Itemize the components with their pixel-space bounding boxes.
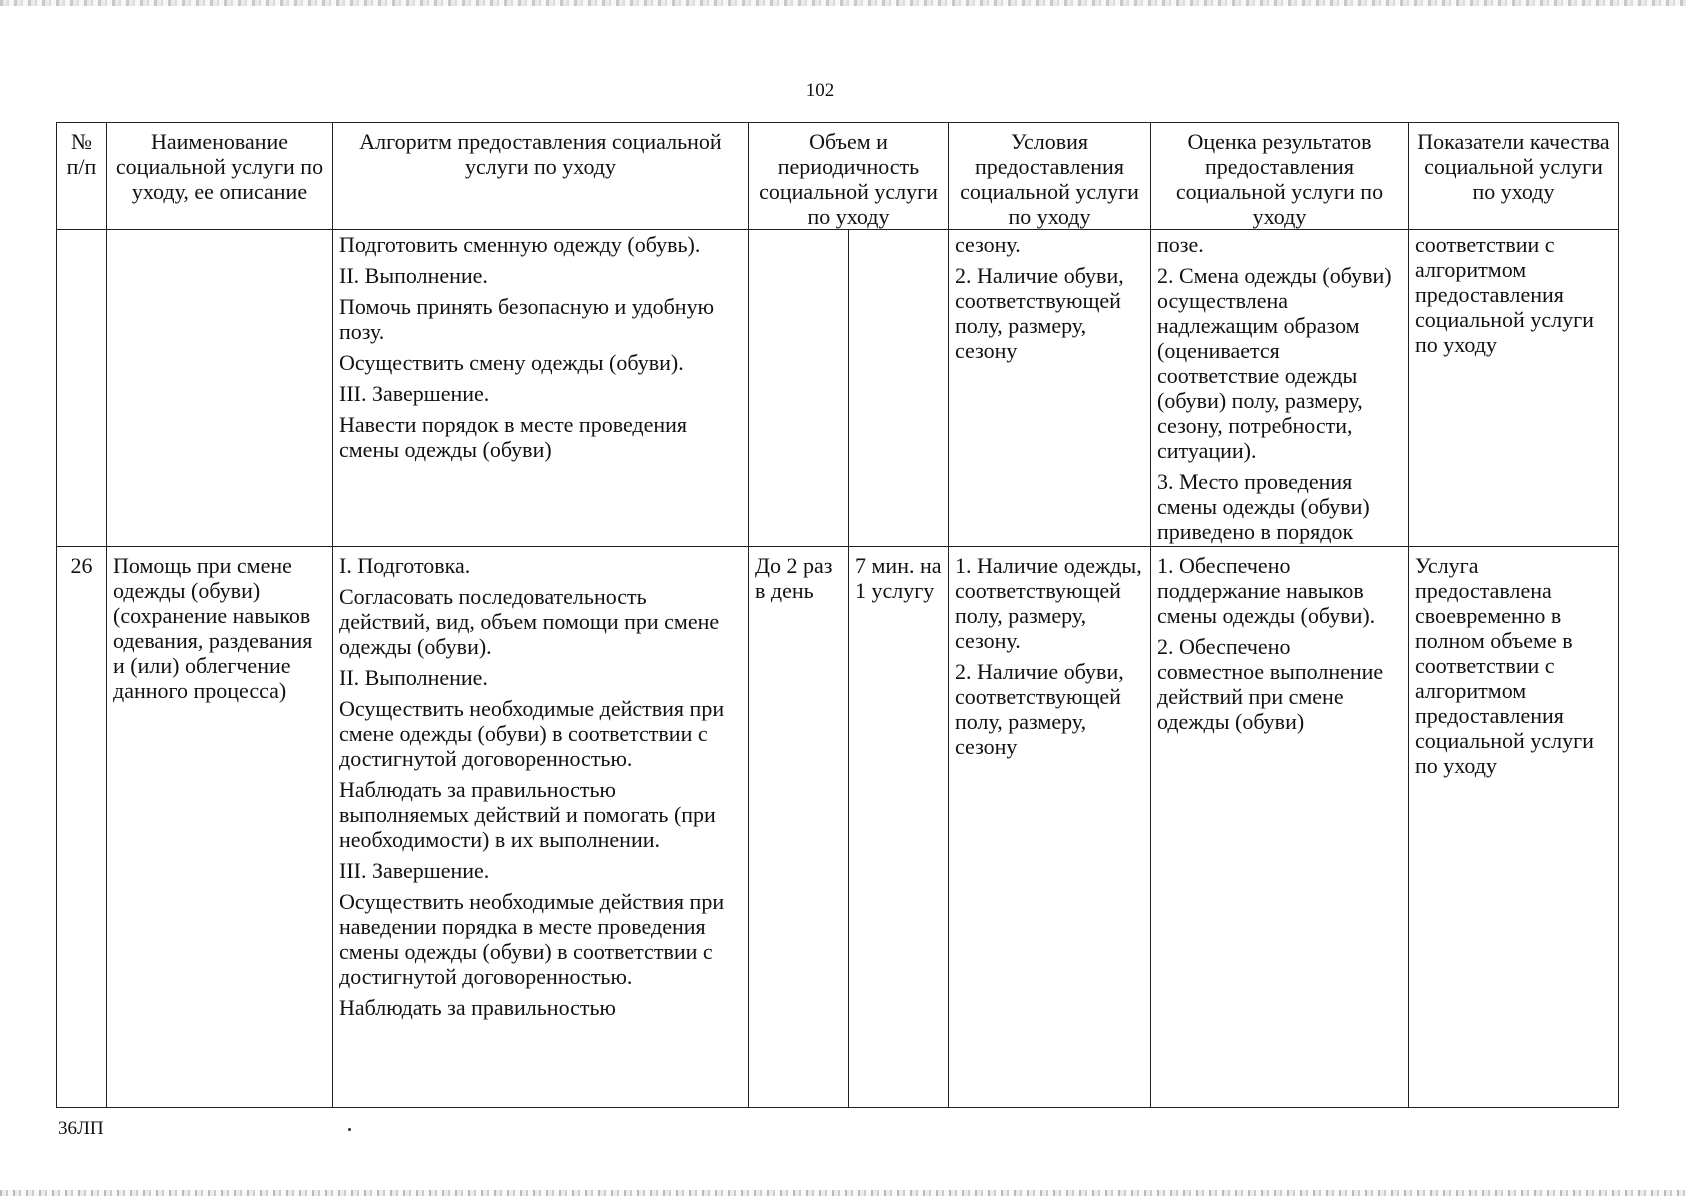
scan-edge-top	[0, 0, 1686, 6]
algorithm-step: Помочь принять безопасную и удобную позу.	[339, 294, 714, 344]
algorithm-step: II. Выполнение.	[339, 263, 488, 288]
cell-volume	[749, 230, 849, 547]
algorithm-step: Осуществить необходимые действия при смене одежды (обуви) в соответствии с достигнутой договоренностью.	[339, 696, 725, 771]
evaluation-item: 1. Обеспечено поддержание навыков смены одежды (обуви).	[1157, 553, 1376, 628]
cell-periodicity: 7 мин. на 1 услугу	[849, 547, 949, 1108]
cell-service-name	[107, 230, 333, 547]
cell-quality: Услуга предоставлена своевременно в полном объеме в соответствии с алгоритмом предоставления социальной услуги по уходу	[1409, 547, 1619, 1108]
algorithm-step: Осуществить необходимые действия при наведении порядка в месте проведения смены одежды (обуви) в соответствии с достигнутой договоренностью.	[339, 889, 725, 989]
algorithm-step: III. Завершение.	[339, 858, 490, 883]
table-row-26	[57, 547, 1619, 1108]
algorithm-step: Согласовать последовательность действий, вид, объем помощи при смене одежды (обуви).	[339, 584, 720, 659]
condition-item: сезону.	[955, 232, 1021, 257]
algorithm-step: II. Выполнение.	[339, 665, 488, 690]
algorithm-step: III. Завершение.	[339, 381, 490, 406]
header-volume-periodicity: Объем и периодичность социальной услуги по уходу	[749, 123, 949, 230]
algorithm-step: Навести порядок в месте проведения смены одежды (обуви)	[339, 412, 688, 462]
header-number: № п/п	[57, 123, 107, 230]
header-evaluation: Оценка результатов предоставления социальной услуги по уходу	[1151, 123, 1409, 230]
algorithm-step: I. Подготовка.	[339, 553, 471, 578]
cell-algorithm	[333, 547, 749, 1108]
header-conditions: Условия предоставления социальной услуги по уходу	[949, 123, 1151, 230]
scan-edge-bottom	[0, 1190, 1686, 1196]
evaluation-item: 2. Смена одежды (обуви) осуществлена надлежащим образом (оценивается соответствие одежды (обуви) полу, размеру, сезону, потребности, ситуации).	[1157, 263, 1392, 463]
evaluation-item: 3. Место проведения смены одежды (обуви) приведено в порядок	[1157, 469, 1370, 544]
cell-evaluation	[1151, 230, 1409, 547]
algorithm-step: Наблюдать за правильностью выполняемых действий и помогать (при необходимости) в их выполнении.	[339, 777, 716, 852]
scan-speck	[348, 1128, 351, 1131]
algorithm-step: Наблюдать за правильностью	[339, 995, 616, 1020]
cell-evaluation	[1151, 547, 1409, 1108]
cell-algorithm	[333, 230, 749, 547]
cell-conditions	[949, 547, 1151, 1108]
cell-service-name: Помощь при смене одежды (обуви) (сохранение навыков одевания, раздевания и (или) облегчение данного процесса)	[107, 547, 333, 1108]
condition-item: 2. Наличие обуви, соответствующей полу, размеру, сезону	[955, 263, 1124, 363]
header-quality: Показатели качества социальной услуги по уходу	[1409, 123, 1619, 230]
cell-periodicity	[849, 230, 949, 547]
page-number: 102	[805, 80, 835, 101]
algorithm-step: Подготовить сменную одежду (обувь).	[339, 232, 701, 257]
evaluation-item: позе.	[1157, 232, 1204, 257]
evaluation-item: 2. Обеспечено совместное выполнение действий при смене одежды (обуви)	[1157, 634, 1384, 734]
table-header-row	[57, 123, 1619, 230]
cell-number	[57, 230, 107, 547]
header-service-name: Наименование социальной услуги по уходу, ее описание	[107, 123, 333, 230]
services-table	[56, 122, 1619, 1108]
cell-number: 26	[57, 547, 107, 1108]
cell-volume: До 2 раз в день	[749, 547, 849, 1108]
document-code: 36ЛП	[58, 1118, 104, 1139]
header-algorithm: Алгоритм предоставления социальной услуги по уходу	[333, 123, 749, 230]
condition-item: 2. Наличие обуви, соответствующей полу, размеру, сезону	[955, 659, 1124, 759]
algorithm-step: Осуществить смену одежды (обуви).	[339, 350, 684, 375]
cell-conditions	[949, 230, 1151, 547]
table-row-continuation	[57, 230, 1619, 547]
condition-item: 1. Наличие одежды, соответствующей полу, размеру, сезону.	[955, 553, 1142, 653]
cell-quality: соответствии с алгоритмом предоставления социальной услуги по уходу	[1409, 230, 1619, 547]
